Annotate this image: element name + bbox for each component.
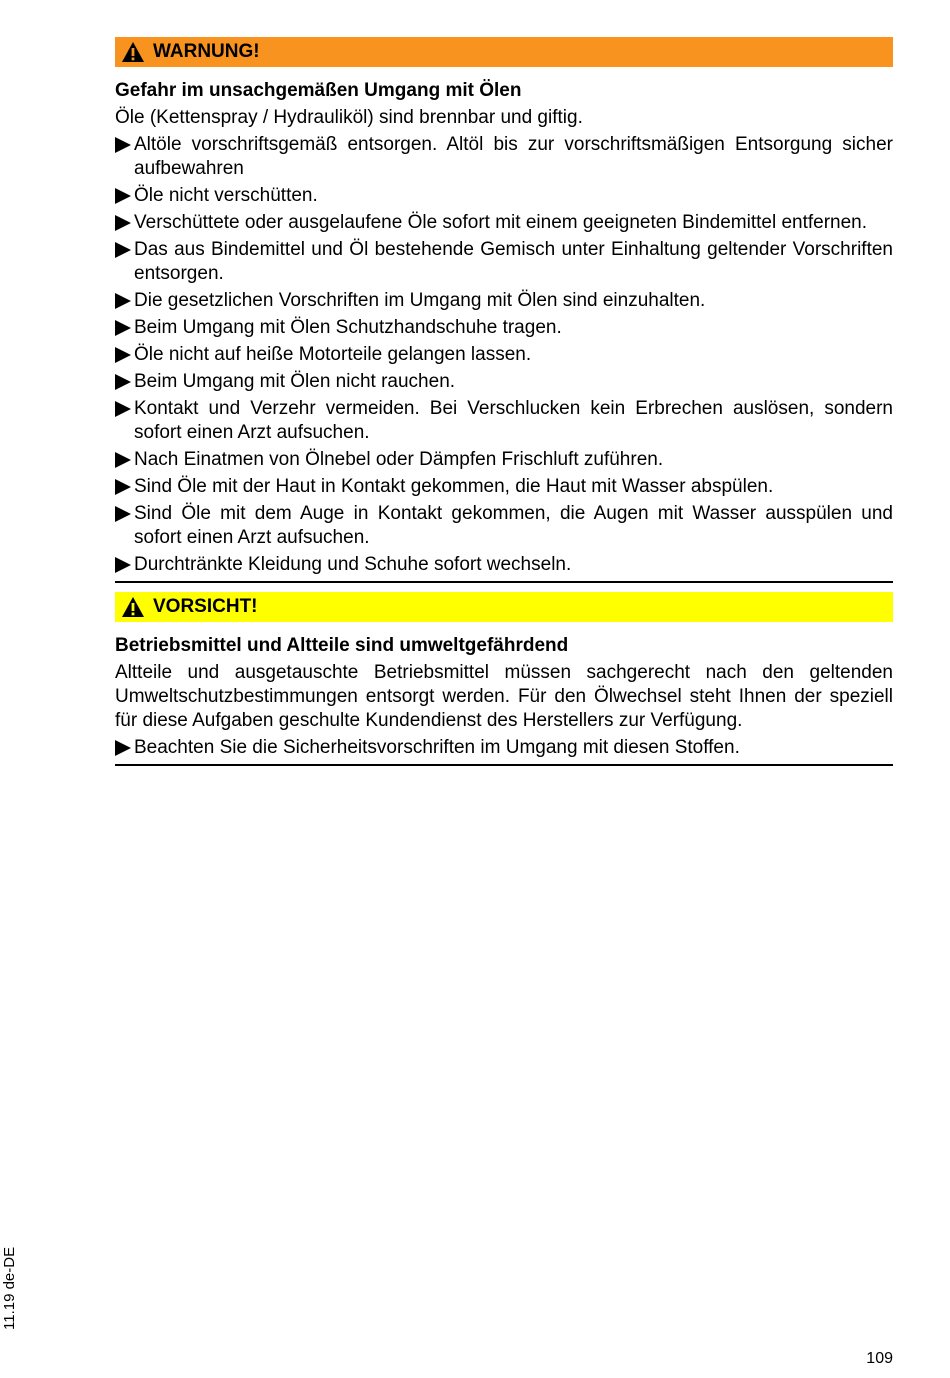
list-item: Beachten Sie die Sicherheitsvorschriften im Umgang mit diesen Stoffen. <box>115 736 893 760</box>
caution-label: VORSICHT! <box>153 596 258 617</box>
list-item: Verschüttete oder ausgelaufene Öle sofort mit einem geeigneten Bindemittel entfernen. <box>115 211 893 235</box>
warning-label: WARNUNG! <box>153 41 260 62</box>
warning-list <box>115 133 893 577</box>
warning-triangle-icon <box>121 41 145 63</box>
bullet-arrow-icon <box>115 320 131 336</box>
caution-section <box>115 592 893 766</box>
list-item: Beim Umgang mit Ölen Schutzhandschuhe tragen. <box>115 316 893 340</box>
list-item: Die gesetzlichen Vorschriften im Umgang mit Ölen sind einzuhalten. <box>115 289 893 313</box>
bullet-arrow-icon <box>115 215 131 231</box>
warning-banner <box>115 37 893 67</box>
page-content <box>115 37 893 766</box>
caution-banner <box>115 592 893 622</box>
bullet-arrow-icon <box>115 137 131 153</box>
caution-list <box>115 736 893 760</box>
warning-triangle-icon <box>121 596 145 618</box>
bullet-arrow-icon <box>115 479 131 495</box>
list-item: Durchtränkte Kleidung und Schuhe sofort wechseln. <box>115 553 893 577</box>
list-item: Öle nicht auf heiße Motorteile gelangen lassen. <box>115 343 893 367</box>
list-item: Öle nicht verschütten. <box>115 184 893 208</box>
caution-heading: Betriebsmittel und Altteile sind umweltgefährdend <box>115 635 569 656</box>
list-item: Sind Öle mit dem Auge in Kontakt gekommen, die Augen mit Wasser ausspülen und sofort einen Arzt aufsuchen. <box>115 502 893 550</box>
bullet-arrow-icon <box>115 374 131 390</box>
list-item: Altöle vorschriftsgemäß entsorgen. Altöl bis zur vorschriftsmäßigen Entsorgung sicher aufbewahren <box>115 133 893 181</box>
bullet-arrow-icon <box>115 347 131 363</box>
bullet-arrow-icon <box>115 188 131 204</box>
page-number: 109 <box>866 1350 893 1367</box>
caution-intro: Altteile und ausgetauschte Betriebsmittel müssen sachgerecht nach den geltenden Umweltschutzbestimmungen entsorgt werden. Für den Ölwechsel steht Ihnen der speziell für diese Aufgaben geschulte Kundendienst des Herstellers zur Verfügung. <box>115 662 893 731</box>
list-item: Kontakt und Verzehr vermeiden. Bei Verschlucken kein Erbrechen auslösen, sondern sofort einen Arzt aufsuchen. <box>115 397 893 445</box>
section-divider <box>115 764 893 766</box>
bullet-arrow-icon <box>115 740 131 756</box>
list-item: Sind Öle mit der Haut in Kontakt gekommen, die Haut mit Wasser abspülen. <box>115 475 893 499</box>
bullet-arrow-icon <box>115 293 131 309</box>
section-divider <box>115 581 893 583</box>
list-item: Nach Einatmen von Ölnebel oder Dämpfen Frischluft zuführen. <box>115 448 893 472</box>
bullet-arrow-icon <box>115 506 131 522</box>
bullet-arrow-icon <box>115 452 131 468</box>
list-item: Das aus Bindemittel und Öl bestehende Gemisch unter Einhaltung geltender Vorschriften entsorgen. <box>115 238 893 286</box>
bullet-arrow-icon <box>115 242 131 258</box>
bullet-arrow-icon <box>115 557 131 573</box>
warning-intro: Öle (Kettenspray / Hydrauliköl) sind brennbar und giftig. <box>115 107 583 128</box>
warning-section <box>115 37 893 583</box>
document-code: 11.19 de-DE <box>1 1246 18 1330</box>
bullet-arrow-icon <box>115 401 131 417</box>
list-item: Beim Umgang mit Ölen nicht rauchen. <box>115 370 893 394</box>
warning-heading: Gefahr im unsachgemäßen Umgang mit Ölen <box>115 80 522 101</box>
